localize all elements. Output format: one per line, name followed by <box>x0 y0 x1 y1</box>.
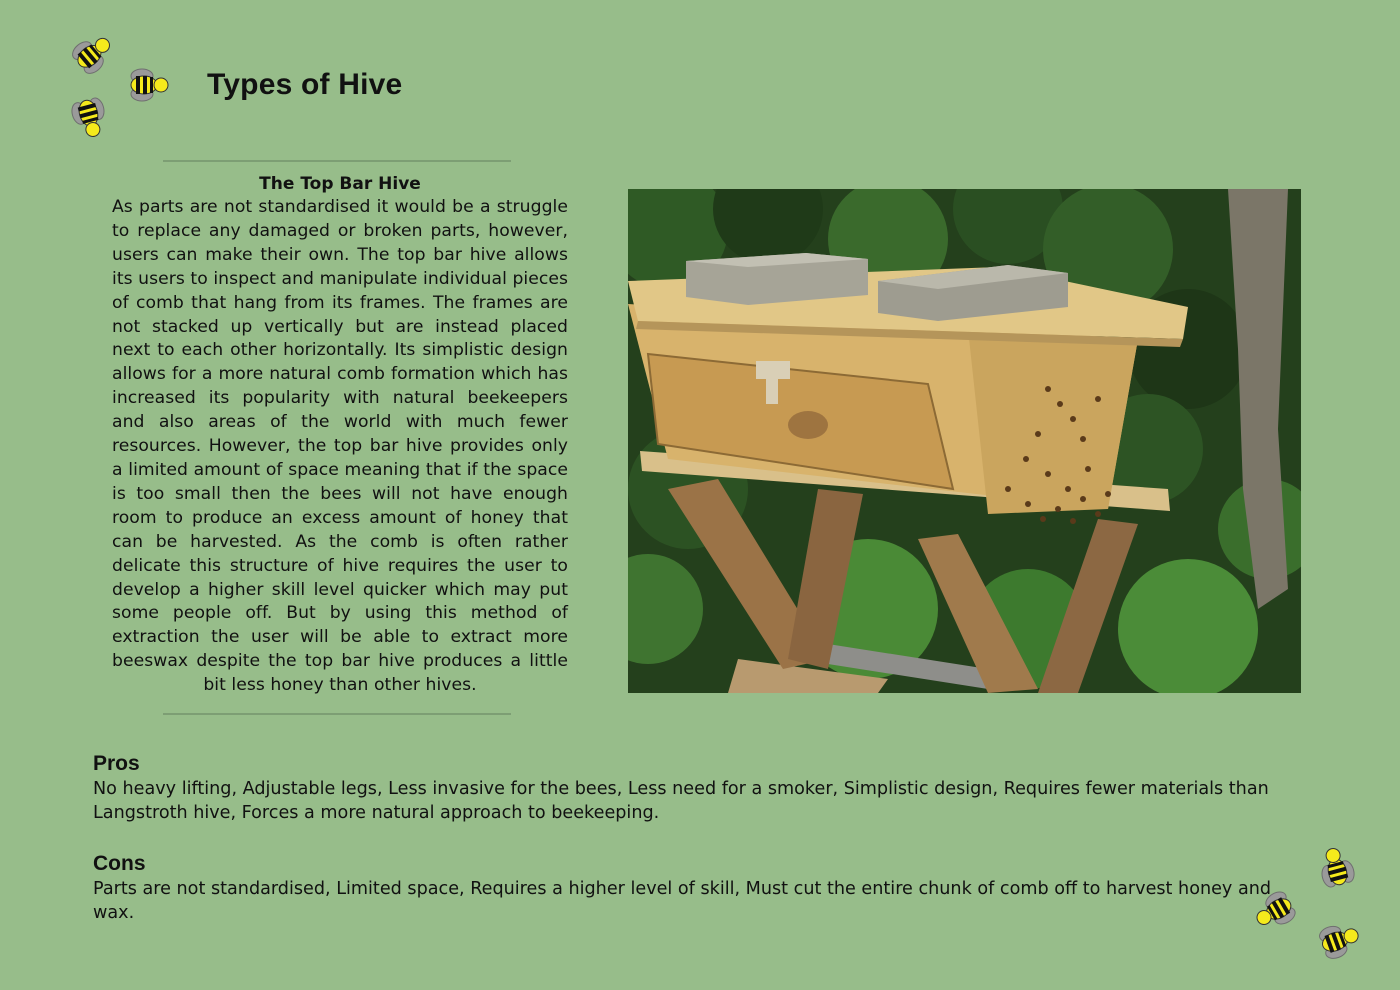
pros-text: No heavy lifting, Adjustable legs, Less invasive for the bees, Less need for a smoker, Simplistic design, Requires fewer materials than Langstroth hive, Forces a more natural approach to beekeeping. <box>93 779 1269 823</box>
bottom-divider <box>163 713 511 715</box>
top-divider <box>163 160 511 162</box>
bee-icon <box>64 90 114 140</box>
bee-icon <box>1250 883 1304 937</box>
pros-heading: Pros <box>93 752 140 775</box>
article-heading: The Top Bar Hive <box>259 174 421 194</box>
pros-section <box>93 751 1273 825</box>
article-body: As parts are not standardised it would be a struggle to replace any damaged or broken parts, however, users can make their own. The top bar hive allows its users to inspect and manipulate individual pieces of comb that hang from its frames. The frames are not stacked up vertically but are instead placed next to each other horizontally. Its simplistic design allows for a more natural comb formation which has increased its popularity with natural beekeepers and also areas of the world with much fewer resources. However, the top bar hive provides only a limited amount of space meaning that if the space is too small then the bees will not have enough room to produce an excess amount of honey that can be harvested. As the comb is often rather delicate this structure of hive requires the user to develop a higher skill level quicker which may put some people off. But by using this method of extraction the user will be able to extract more beeswax despite the top bar hive produces a little bit less honey than other hives. <box>112 197 568 696</box>
cons-text: Parts are not standardised, Limited space, Requires a higher level of skill, Must cut the entire chunk of comb off to harvest honey and wax. <box>93 879 1272 923</box>
bee-icon <box>1310 843 1364 897</box>
article <box>112 172 568 698</box>
hive-photo <box>628 189 1301 693</box>
bee-icon <box>118 63 174 107</box>
page-title: Types of Hive <box>207 68 403 101</box>
bee-icon <box>1310 914 1364 968</box>
cons-heading: Cons <box>93 852 146 875</box>
bee-icon <box>66 30 116 80</box>
cons-section <box>93 851 1273 925</box>
